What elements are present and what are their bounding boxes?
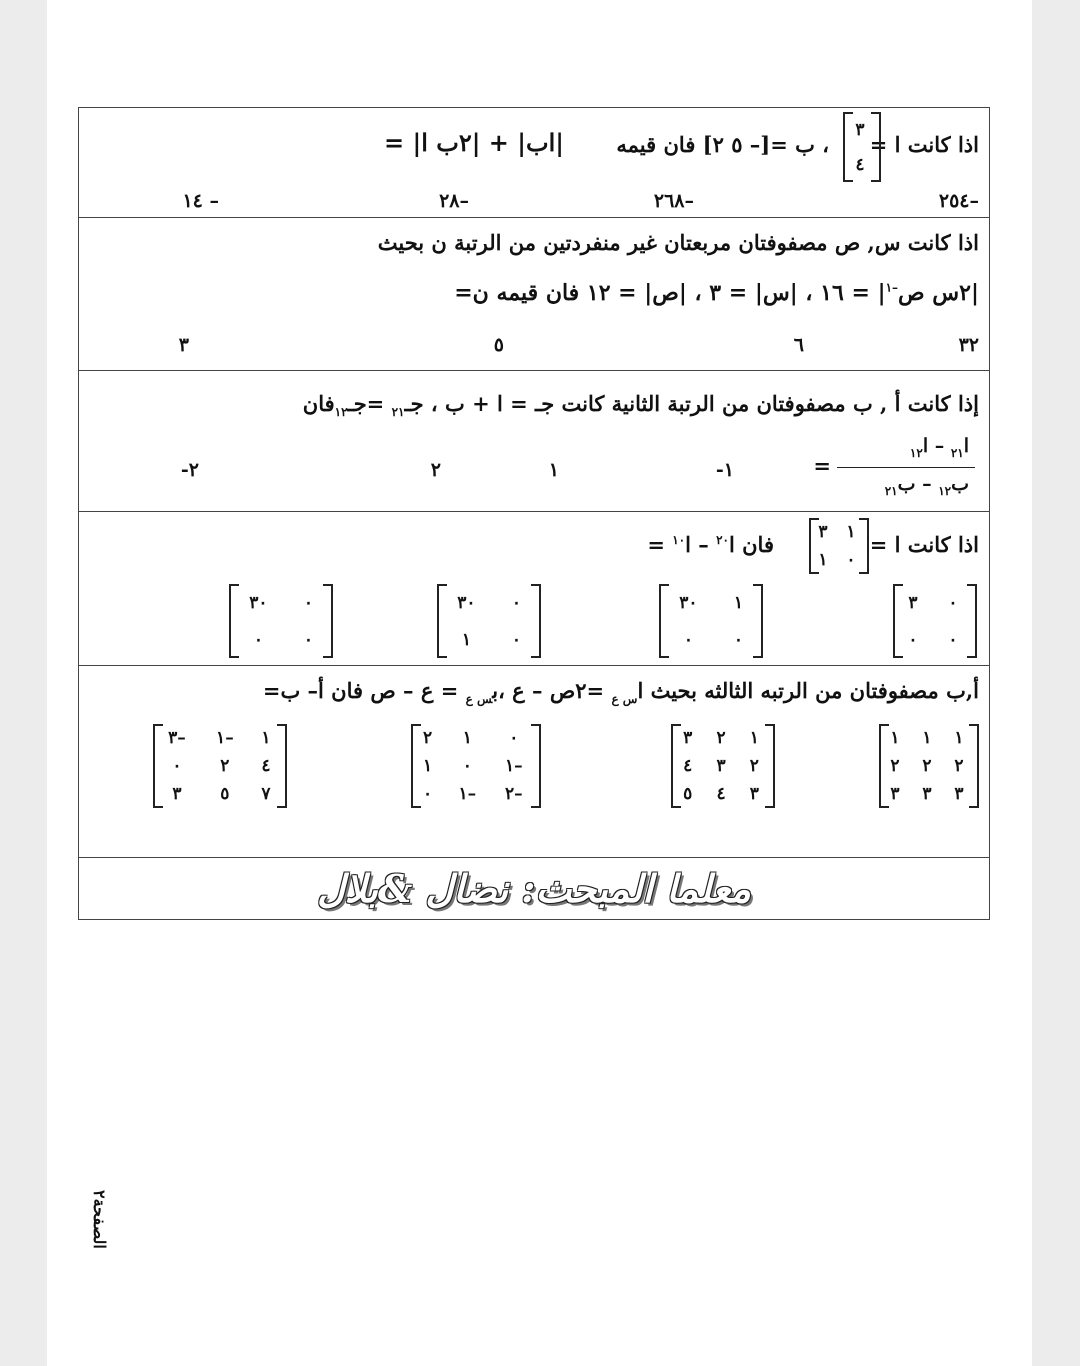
matrix-cell: ٣ <box>818 522 828 542</box>
question-2-option-b[interactable]: ٦ <box>793 334 804 356</box>
matrix-cell: ٣ <box>172 784 182 804</box>
matrix-cell: ٢ <box>749 756 759 776</box>
exponent: ١٠ <box>672 533 686 547</box>
matrix-cell: ٤ <box>683 756 693 776</box>
matrix-bracket <box>879 724 979 808</box>
page-number: الصفحة٢ <box>90 1190 109 1249</box>
matrix-cell: ٣ <box>922 784 932 804</box>
question-3-option-b[interactable]: ١ <box>548 459 559 481</box>
matrix-cell: ٣٠ <box>679 592 698 613</box>
matrix-cell: ٠ <box>948 629 958 650</box>
matrix-cell: ١ <box>261 728 271 748</box>
symbol: ب <box>951 473 969 495</box>
matrix-bracket <box>411 724 541 808</box>
question-table <box>78 107 990 920</box>
matrix-cell: –٢ <box>504 784 523 804</box>
question-1-tail: |اب| + |٢ب ا| = <box>384 128 564 157</box>
question-3-text: فان <box>302 391 335 416</box>
matrix-cell: ٢ <box>890 756 900 776</box>
question-1 <box>79 108 989 218</box>
question-3-option-d[interactable]: ٢- <box>180 459 199 481</box>
matrix-cell: ١ <box>818 550 828 570</box>
symbol: – ا <box>922 435 951 457</box>
teachers-credit: معلما المبحث: نضال &بلال <box>317 866 751 911</box>
matrix-bracket <box>153 724 287 808</box>
fraction-numerator <box>910 435 969 460</box>
matrix-cell: ١ <box>422 756 433 776</box>
question-1-option-c[interactable]: –٢٨ <box>439 190 469 212</box>
text: = <box>647 532 673 557</box>
matrix-cell: ١ <box>954 728 964 748</box>
symbol: ا <box>963 435 969 457</box>
question-5-option-b[interactable] <box>671 724 771 808</box>
question-2-option-d[interactable]: ٣ <box>178 334 189 356</box>
question-5-line1 <box>263 678 979 706</box>
matrix-cell: ٤ <box>261 756 271 776</box>
matrix-cell: –١ <box>216 728 234 748</box>
question-3-text: =جـ <box>347 391 392 416</box>
matrix-cell: ٣ <box>908 592 918 613</box>
question-4-option-c[interactable] <box>437 584 537 658</box>
matrix-cell: ٠ <box>303 629 313 650</box>
matrix-cell: ٤ <box>855 154 865 175</box>
matrix-cell: –٣ <box>168 728 186 748</box>
matrix-cell: ٠ <box>948 592 958 613</box>
matrix-cell: ٠ <box>683 629 693 650</box>
exponent: ٢٠ <box>716 533 729 547</box>
question-2-option-c[interactable]: ٥ <box>493 334 504 356</box>
matrix-cell: ٥ <box>683 784 693 804</box>
matrix-cell: ٣٠ <box>457 592 476 613</box>
question-5 <box>79 666 989 858</box>
matrix-cell: ٤ <box>716 784 726 804</box>
matrix-bracket <box>659 584 763 658</box>
footer-row <box>79 858 989 921</box>
matrix-cell: ٠ <box>462 756 472 776</box>
text: =٢ص – ع ،ب <box>492 678 612 703</box>
question-1-option-a[interactable]: –٢٥٤ <box>938 190 979 212</box>
question-4-expression <box>647 532 774 557</box>
question-5-option-d[interactable] <box>153 724 283 808</box>
text: = ع – ص فان أ– ب= <box>262 678 466 703</box>
matrix-bracket <box>229 584 333 658</box>
matrix-cell: ٠ <box>253 629 263 650</box>
subscript: ١٢ <box>938 483 952 498</box>
question-3-option-c[interactable]: ٢ <box>430 459 441 481</box>
text: فان ا <box>728 532 774 557</box>
question-5-option-a[interactable] <box>879 724 975 808</box>
matrix-cell: ١ <box>922 728 932 748</box>
matrix-cell: ٠ <box>511 629 521 650</box>
question-2 <box>79 218 989 371</box>
matrix-cell: ١ <box>846 522 856 542</box>
matrix-bracket <box>671 724 775 808</box>
question-4-lead: اذا كانت ا = <box>869 532 979 557</box>
question-1-matrix <box>843 112 877 182</box>
matrix-cell: –١ <box>504 756 523 776</box>
matrix-cell: ٥ <box>220 784 230 804</box>
question-1-mid: ، ب =[– ٥ ٢] فان قيمه <box>616 132 829 157</box>
matrix-cell: ٠ <box>733 629 743 650</box>
question-4-option-d[interactable] <box>229 584 329 658</box>
matrix-cell: ٠ <box>422 784 433 804</box>
question-4-option-a[interactable] <box>893 584 973 658</box>
fraction-bar <box>837 467 975 468</box>
question-4-option-b[interactable] <box>659 584 759 658</box>
matrix-cell: ٣ <box>749 784 759 804</box>
matrix-cell: ٠ <box>303 592 313 613</box>
question-2-line2 <box>454 280 979 306</box>
matrix-cell: ٢ <box>422 728 433 748</box>
question-1-option-b[interactable]: –٢٦٨ <box>653 190 694 212</box>
fraction-equals: = <box>813 453 831 478</box>
page <box>47 0 1032 1366</box>
question-4-matrix <box>809 518 865 574</box>
matrix-cell: ٠ <box>511 592 521 613</box>
matrix-cell: –١ <box>458 784 477 804</box>
matrix-cell: ٣٠ <box>249 592 268 613</box>
matrix-cell: ٣ <box>716 756 726 776</box>
matrix-cell: ٠ <box>846 550 856 570</box>
matrix-cell: ٧ <box>261 784 271 804</box>
question-2-option-a[interactable]: ٣٢ <box>958 334 979 356</box>
matrix-cell: ٠ <box>509 728 519 748</box>
question-2-condition: | = ١٦ ، |س| = ٣ ، |ص| = ١٢ فان قيمه ن= <box>454 280 886 306</box>
question-4 <box>79 512 989 666</box>
question-3-text: إذا كانت أ , ب مصفوفتان من الرتبة الثانية كانت جـ = ا + ب ، جـ <box>404 391 979 416</box>
matrix-cell: ١ <box>462 728 472 748</box>
matrix-bracket <box>437 584 541 658</box>
matrix-cell: ٢ <box>716 728 726 748</box>
subscript: ١٢ <box>334 405 348 420</box>
matrix-cell: ٣ <box>855 119 865 140</box>
question-1-lead: اذا كانت ا = <box>869 132 979 157</box>
matrix-cell: ١ <box>890 728 900 748</box>
matrix-bracket <box>809 518 869 574</box>
matrix-cell: ٣ <box>954 784 964 804</box>
matrix-bracket <box>843 112 881 182</box>
question-2-det-expr: |٢س ص <box>898 280 979 306</box>
question-3-line1 <box>303 391 979 419</box>
matrix-cell: ٣ <box>683 728 693 748</box>
subscript: ١٢ <box>909 445 923 460</box>
question-3-option-a[interactable]: ١- <box>715 459 734 481</box>
matrix-cell: ٠ <box>172 756 182 776</box>
question-2-line1: اذا كانت س, ص مصفوفتان مربعتان غير منفردتين من الرتبة ن بحيث <box>377 230 979 255</box>
symbol: – ب <box>897 473 939 495</box>
matrix-cell: ٠ <box>908 629 918 650</box>
question-3 <box>79 371 989 512</box>
matrix-cell: ١ <box>749 728 759 748</box>
subscript: س ع <box>465 692 493 707</box>
question-5-option-c[interactable] <box>411 724 537 808</box>
text: – ا <box>685 532 717 557</box>
matrix-cell: ٢ <box>922 756 932 776</box>
matrix-cell: ٢ <box>220 756 230 776</box>
subscript: ٢١ <box>884 483 898 498</box>
fraction-denominator <box>885 473 969 498</box>
subscript: س ع <box>611 692 638 707</box>
matrix-bracket <box>893 584 977 658</box>
text: أ,ب مصفوفتان من الرتبه الثالثه بحيث ا <box>637 678 979 703</box>
subscript: ٢١ <box>391 405 405 420</box>
subscript: ٢١ <box>950 445 964 460</box>
question-1-option-d[interactable]: – ١٤ <box>182 190 219 212</box>
matrix-cell: ١ <box>461 629 471 650</box>
question-2-exponent: –١ <box>885 280 899 295</box>
matrix-cell: ٢ <box>954 756 964 776</box>
matrix-cell: ١ <box>733 592 743 613</box>
matrix-cell: ٣ <box>890 784 900 804</box>
